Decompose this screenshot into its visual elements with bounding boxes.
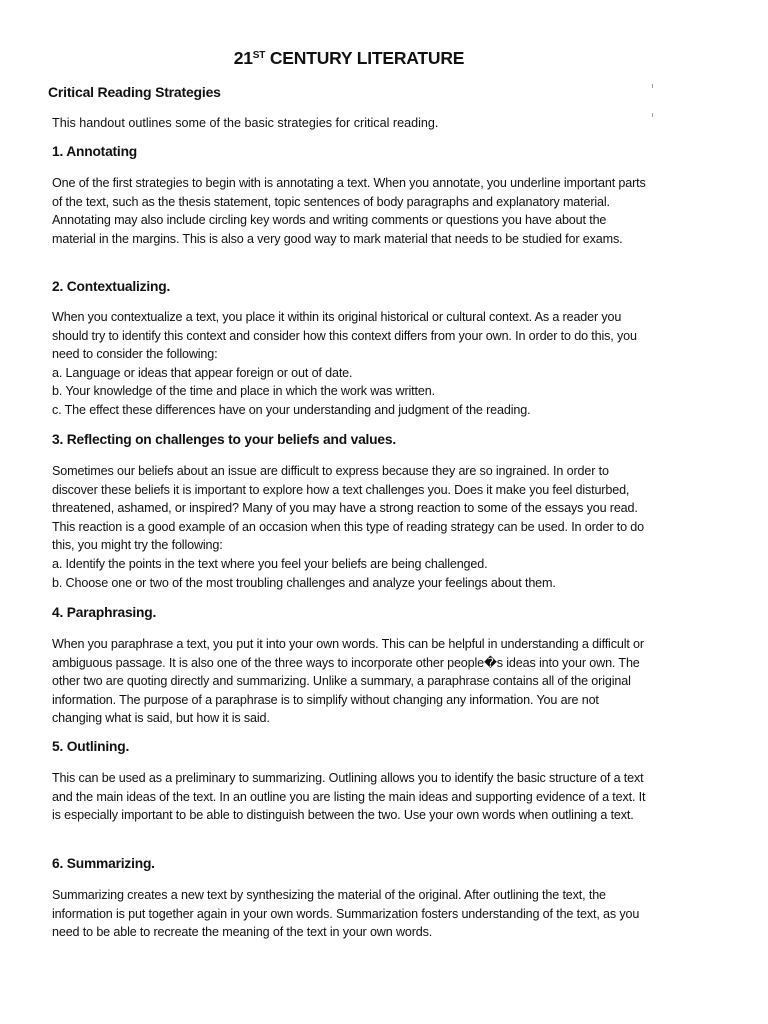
section-paragraph: When you contextualize a text, you place it within its original historical or cultural context. As a reader you should try to identify this context and consider how this context differs from your own. In order to do this, you need to consider the following: <box>52 310 637 362</box>
list-item: a. Language or ideas that appear foreign or out of date. <box>52 365 353 380</box>
section-body-summarizing <box>52 886 652 942</box>
section-heading-annotating: 1. Annotating <box>52 144 138 159</box>
margin-mark <box>652 113 653 117</box>
section-body-outlining <box>52 769 652 825</box>
section-paragraph: When you paraphrase a text, you put it into your own words. This can be helpful in understanding a difficult or ambiguous passage. It is also one of the three ways to incorporate other people�s ideas into your own. The other two are quoting directly and summarizing. Unlike a summary, a paraphrase contains all of the original information. The purpose of a paraphrase is to simplify without changing any information. You are not changing what is said, but how it is said. <box>52 637 644 726</box>
section-body-paraphrasing <box>52 635 652 728</box>
section-heading-outlining: 5. Outlining. <box>52 739 130 754</box>
section-paragraph: Summarizing creates a new text by synthesizing the material of the original. After outlining the text, the information is put together again in your own words. Summarization fosters understanding of the text, as you need to be able to recreate the meaning of the text in your own words. <box>52 888 640 940</box>
section-paragraph: One of the first strategies to begin with is annotating a text. When you annotate, you underline important parts of the text, such as the thesis statement, topic sentences of body paragraphs and explanatory material. Annotating may also include circling key words and writing comments or questions you have about the material in the margins. This is also a very good way to mark material that needs to be studied for exams. <box>52 176 646 246</box>
document-subtitle: Critical Reading Strategies <box>48 84 221 100</box>
section-body-annotating <box>52 174 652 248</box>
list-item: c. The effect these differences have on your understanding and judgment of the reading. <box>52 402 531 417</box>
intro-paragraph: This handout outlines some of the basic strategies for critical reading. <box>52 116 439 130</box>
section-heading-summarizing: 6. Summarizing. <box>52 856 155 871</box>
list-item: b. Your knowledge of the time and place in which the work was written. <box>52 384 435 399</box>
section-paragraph: Sometimes our beliefs about an issue are difficult to express because they are so ingrained. In order to discover these beliefs it is important to explore how a text challenges you. Does it make you feel disturbed, threatened, ashamed, or inspired? Many of you may have a strong reaction to some of the essays you read. This reaction is a good example of an occasion when this type of reading strategy can be used. In order to do this, you might try the following: <box>52 464 645 553</box>
section-heading-contextualizing: 2. Contextualizing. <box>52 279 171 294</box>
list-item: a. Identify the points in the text where you feel your beliefs are being challenged. <box>52 556 488 571</box>
margin-mark <box>652 84 653 88</box>
section-heading-reflecting: 3. Reflecting on challenges to your beliefs and values. <box>52 432 396 447</box>
title-number: 21 <box>233 48 253 68</box>
list-item: b. Choose one or two of the most troubling challenges and analyze your feelings about them. <box>52 575 556 590</box>
title-superscript: ST <box>252 50 266 61</box>
document-title <box>0 48 698 69</box>
section-body-contextualizing <box>52 308 652 420</box>
section-paragraph: This can be used as a preliminary to summarizing. Outlining allows you to identify the basic structure of a text and the main ideas of the text. In an outline you are listing the main ideas and supporting evidence of a text. It is especially important to be able to distinguish between the two. Use your own words when outlining a text. <box>52 771 646 823</box>
section-heading-paraphrasing: 4. Paraphrasing. <box>52 605 157 620</box>
section-body-reflecting <box>52 462 652 592</box>
title-text: CENTURY LITERATURE <box>265 48 465 68</box>
